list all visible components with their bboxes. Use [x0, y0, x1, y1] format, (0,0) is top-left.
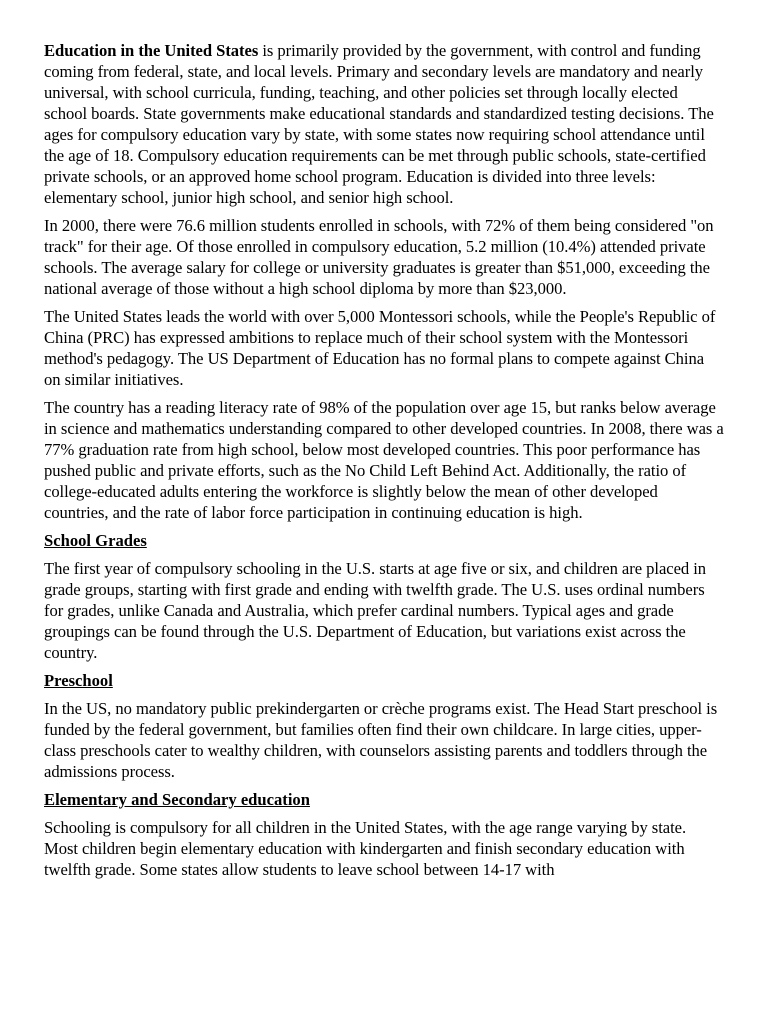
paragraph-enrollment: In 2000, there were 76.6 million students enrolled in schools, with 72% of them being considered "on track" for their age. Of those enrolled in compulsory education, 5.2 million (10.4%) attended private schools. The average salary for college or university graduates is greater than $51,000, exceeding the national average of those without a high school diploma by more than $23,000. — [44, 216, 714, 298]
section-heading-school-grades: School Grades — [44, 531, 147, 550]
intro-bold-lead: Education in the United States — [44, 41, 259, 60]
section-heading-elementary-secondary: Elementary and Secondary education — [44, 790, 310, 809]
section-heading-preschool: Preschool — [44, 671, 113, 690]
paragraph-literacy: The country has a reading literacy rate of 98% of the population over age 15, but ranks below average in science and mathematics understanding compared to other developed countries. In 2008, there was a 77% graduation rate from high school, below most developed countries. This poor performance has pushed public and private efforts, such as the No Child Left Behind Act. Additionally, the ratio of college-educated adults entering the workforce is slightly below the mean of other developed countries, and the rate of labor force participation in continuing education is high. — [44, 398, 724, 522]
section-text-elementary-secondary: Schooling is compulsory for all children in the United States, with the age range varying by state. Most children begin elementary education with kindergarten and finish secondary education with twelfth grade. Some states allow students to leave school between 14-17 with — [44, 818, 687, 879]
intro-paragraph — [44, 40, 724, 208]
intro-text: is primarily provided by the government, with control and funding coming from federal, state, and local levels. Primary and secondary levels are mandatory and nearly universal, with school curricula, funding, teaching, and other policies set through locally elected school boards. State governments make educational standards and standardized testing decisions. The ages for compulsory education vary by state, with some states now requiring school attendance until the age of 18. Compulsory education requirements can be met through public schools, state-certified private schools, or an approved home school program. Education is divided into three levels: elementary school, junior high school, and senior high school. — [44, 41, 714, 207]
section-text-preschool: In the US, no mandatory public prekindergarten or crèche programs exist. The Head Start preschool is funded by the federal government, but families often find their own childcare. In large cities, upper-class preschools cater to wealthy children, with counselors assisting parents and toddlers through the admissions process. — [44, 699, 718, 781]
paragraph-montessori: The United States leads the world with over 5,000 Montessori schools, while the People's Republic of China (PRC) has expressed ambitions to replace much of their school system with the Montessori method's pedagogy. The US Department of Education has no formal plans to compete against China on similar initiatives. — [44, 307, 716, 389]
section-text-school-grades: The first year of compulsory schooling in the U.S. starts at age five or six, and children are placed in grade groups, starting with first grade and ending with twelfth grade. The U.S. uses ordinal numbers for grades, unlike Canada and Australia, which prefer cardinal numbers. Typical ages and grade groupings can be found through the U.S. Department of Education, but variations exist across the country. — [44, 559, 707, 662]
